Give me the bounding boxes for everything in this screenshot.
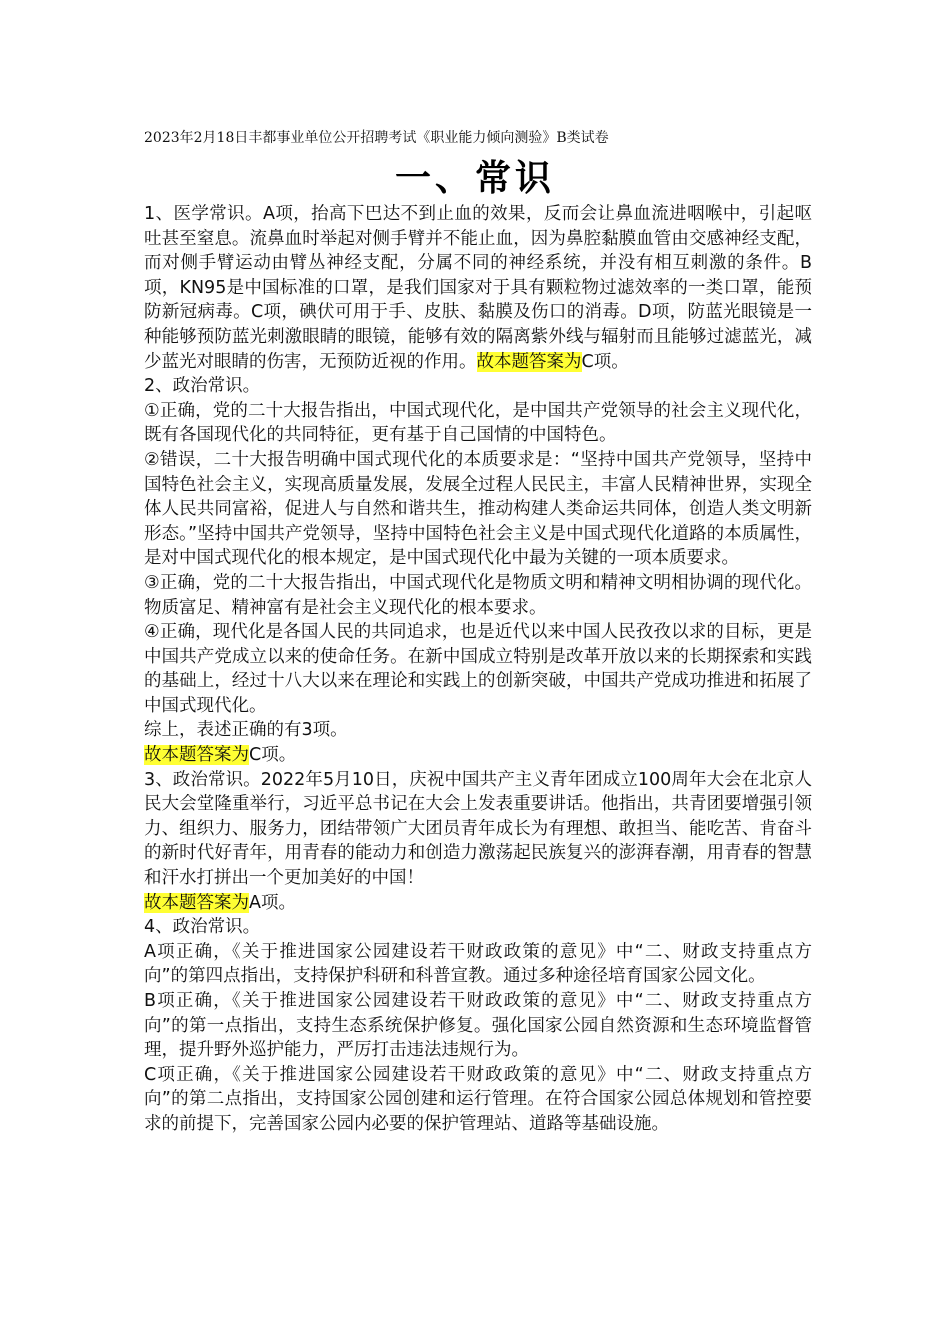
document-body xyxy=(144,202,812,1137)
answer-highlight: 故本题答案为 xyxy=(144,745,249,766)
question-3-explanation xyxy=(144,768,812,891)
question-2-item-2: ②错误，二十大报告明确中国式现代化的本质要求是：“坚持中国共产党领导，坚持中国特色社会主义，实现高质量发展，发展全过程人民民主，丰富人民精神世界，实现全体人民共同富裕，促进人与自然和谐共生，推动构建人类命运共同体，创造人类文明新形态。”坚持中国共产党领导，坚持中国特色社会主义是中国式现代化道路的本质属性，是对中国式现代化的根本规定，是中国式现代化中最为关键的一项本质要求。 xyxy=(144,449,812,569)
question-4-item-b: B项正确，《关于推进国家公园建设若干财政政策的意见》中“二、财政支持重点方向”的第一点指出，支持生态系统保护修复。强化国家公园自然资源和生态环境监督管理，提升野外巡护能力，严厉打击违法违规行为。 xyxy=(144,991,812,1061)
question-3-answer-line xyxy=(144,891,812,916)
question-2-answer-line xyxy=(144,743,812,768)
question-2-item-3: ③正确，党的二十大报告指出，中国式现代化是物质文明和精神文明相协调的现代化。物质富足、精神富有是社会主义现代化的根本要求。 xyxy=(144,572,812,618)
question-2-answer: C项。 xyxy=(249,745,297,766)
question-4-heading: 4、政治常识。 xyxy=(144,917,261,938)
document-header: 2023年2月18日丰都事业单位公开招聘考试《职业能力倾向测验》B类试卷 xyxy=(144,130,609,146)
question-3-answer: A项。 xyxy=(249,892,296,913)
question-2-heading: 2、政治常识。 xyxy=(144,376,261,397)
question-2-summary: 综上，表述正确的有3项。 xyxy=(144,720,348,741)
question-3-body: 2022年5月10日，庆祝中国共产主义青年团成立100周年大会在北京人民大会堂隆重举行，习近平总书记在大会上发表重要讲话。他指出，共青团要增强引领力、组织力、服务力，团结带领广大团员青年成长为有理想、敢担当、能吃苦、肯奋斗的新时代好青年，用青春的能动力和创造力激荡起民族复兴的澎湃春潮，用青春的智慧和汗水打拼出一个更加美好的中国！ xyxy=(144,769,813,889)
question-4-item-a: A项正确，《关于推进国家公园建设若干财政政策的意见》中“二、财政支持重点方向”的第四点指出，支持保护科研和科普宣教。通过多种途径培育国家公园文化。 xyxy=(144,941,812,987)
section-title: 一、常识 xyxy=(394,157,555,199)
question-1-answer: C项。 xyxy=(581,351,629,372)
question-1-explanation xyxy=(144,202,812,374)
question-3-heading: 3、政治常识。 xyxy=(144,769,261,790)
answer-highlight: 故本题答案为 xyxy=(476,351,582,372)
question-2-item-4: ④正确，现代化是各国人民的共同追求，也是近代以来中国人民孜孜以求的目标，更是中国共产党成立以来的使命任务。在新中国成立特别是改革开放以来的长期探索和实践的基础上，经过十八大以来在理论和实践上的创新突破，中国共产党成功推进和拓展了中国式现代化。 xyxy=(144,622,812,716)
question-1-body: A项，抬高下巴达不到止血的效果，反而会让鼻血流进咽喉中，引起呕吐甚至窒息。流鼻血时举起对侧手臂并不能止血，因为鼻腔黏膜血管由交感神经支配，而对侧手臂运动由臂丛神经支配，分属不同的神经系统，并没有相互刺激的条件。B项，KN95是中国标准的口罩，是我们国家对于具有颗粒物过滤效率的一类口罩，能预防新冠病毒。C项，碘伏可用于手、皮肤、黏膜及伤口的消毒。D项，防蓝光眼镜是一种能够预防蓝光刺激眼睛的眼镜，能够有效的隔离紫外线与辐射而且能够过滤蓝光，减少蓝光对眼睛的伤害，无预防近视的作用。 xyxy=(144,204,812,372)
question-1-heading: 1、医学常识。 xyxy=(144,204,263,224)
question-4-item-c: C项正确，《关于推进国家公园建设若干财政政策的意见》中“二、财政支持重点方向”的第二点指出，支持国家公园创建和运行管理。在符合国家公园总体规划和管控要求的前提下，完善国家公园内必要的保护管理站、道路等基础设施。 xyxy=(144,1064,812,1134)
question-2-item-1: ①正确，党的二十大报告指出，中国式现代化，是中国共产党领导的社会主义现代化，既有各国现代化的共同特征，更有基于自己国情的中国特色。 xyxy=(144,400,812,446)
answer-highlight: 故本题答案为 xyxy=(144,892,249,913)
